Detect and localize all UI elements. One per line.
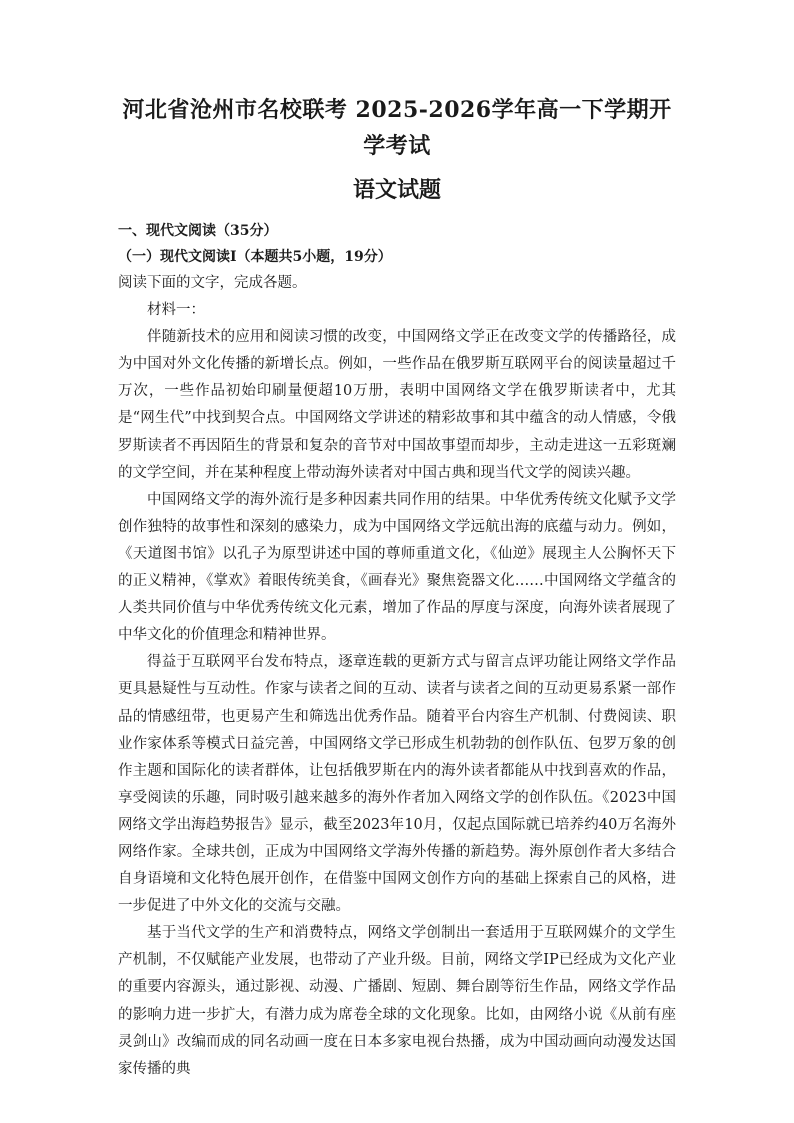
document-subtitle: 语文试题 — [352, 177, 441, 203]
section-heading: 一、现代文阅读（35分） — [118, 223, 278, 239]
instruction-text: 阅读下面的文字，完成各题。 — [118, 275, 307, 291]
document-page — [118, 92, 676, 1083]
paragraph-1: 伴随新技术的应用和阅读习惯的改变，中国网络文学正在改变文学的传播路径，成为中国对外文化传播的新增长点。例如，一些作品在俄罗斯互联网平台的阅读量超过千万次，一些作品初始印刷量便超10万册，表明中国网络文学在俄罗斯读者中，尤其是“网生代”中找到契合点。中国网络文学讲述的精彩故事和其中蕴含的动人情感，令俄罗斯读者不再因陌生的背景和复杂的音节对中国故事望而却步，主动走进这一五彩斑斓的文学空间，并在某种程度上带动海外读者对中国古典和现当代文学的阅读兴趣。 — [118, 329, 676, 481]
paragraph-4: 基于当代文学的生产和消费特点，网络文学创制出一套适用于互联网媒介的文学生产机制，不仅赋能产业发展，也带动了产业升级。目前，网络文学IP已经成为文化产业的重要内容源头，通过影视、动漫、广播剧、短剧、舞台剧等衍生作品，网络文学作品的影响力进一步扩大，有潜力成为席卷全球的文化现象。比如，由网络小说《从前有座灵剑山》改编而成的同名动画一度在日本多家电视台热播，成为中国动画向动漫发达国家传播的典 — [118, 925, 676, 1077]
paragraph-3: 得益于互联网平台发布特点，逐章连载的更新方式与留言点评功能让网络文学作品更具悬疑性与互动性。作家与读者之间的互动、读者与读者之间的互动更易系紧一部作品的情感纽带，也更易产生和筛选出优秀作品。随着平台内容生产机制、付费阅读、职业作家体系等模式日益完善，中国网络文学已形成生机勃勃的创作队伍、包罗万象的创作主题和国际化的读者群体，让包括俄罗斯在内的海外读者都能从中找到喜欢的作品，享受阅读的乐趣，同时吸引越来越多的海外作者加入网络文学的创作队伍。《2023中国网络文学出海趋势报告》显示，截至2023年10月，仅起点国际就已培养约40万名海外网络作家。全球共创，正成为中国网络文学海外传播的新趋势。海外原创作者大多结合自身语境和文化特色展开创作，在借鉴中国网文创作方向的基础上探索自己的风格，进一步促进了中外文化的交流与交融。 — [118, 654, 676, 915]
material-label: 材料一： — [147, 302, 205, 319]
document-title: 河北省沧州市名校联考 2025-2026学年高一下学期开学考试 — [122, 97, 672, 159]
paragraph-2: 中国网络文学的海外流行是多种因素共同作用的结果。中华优秀传统文化赋予文学创作独特的故事性和深刻的感染力，成为中国网络文学远航出海的底蕴与动力。例如，《天道图书馆》以孔子为原型讲述中国的尊师重道文化，《仙逆》展现主人公胸怀天下的正义精神，《掌欢》着眼传统美食，《画春光》聚焦瓷器文化……中国网络文学蕴含的人类共同价值与中华优秀传统文化元素，增加了作品的厚度与深度，向海外读者展现了中华文化的价值理念和精神世界。 — [118, 491, 676, 644]
subsection-heading: （一）现代文阅读Ⅰ（本题共5小题，19分） — [118, 249, 392, 265]
